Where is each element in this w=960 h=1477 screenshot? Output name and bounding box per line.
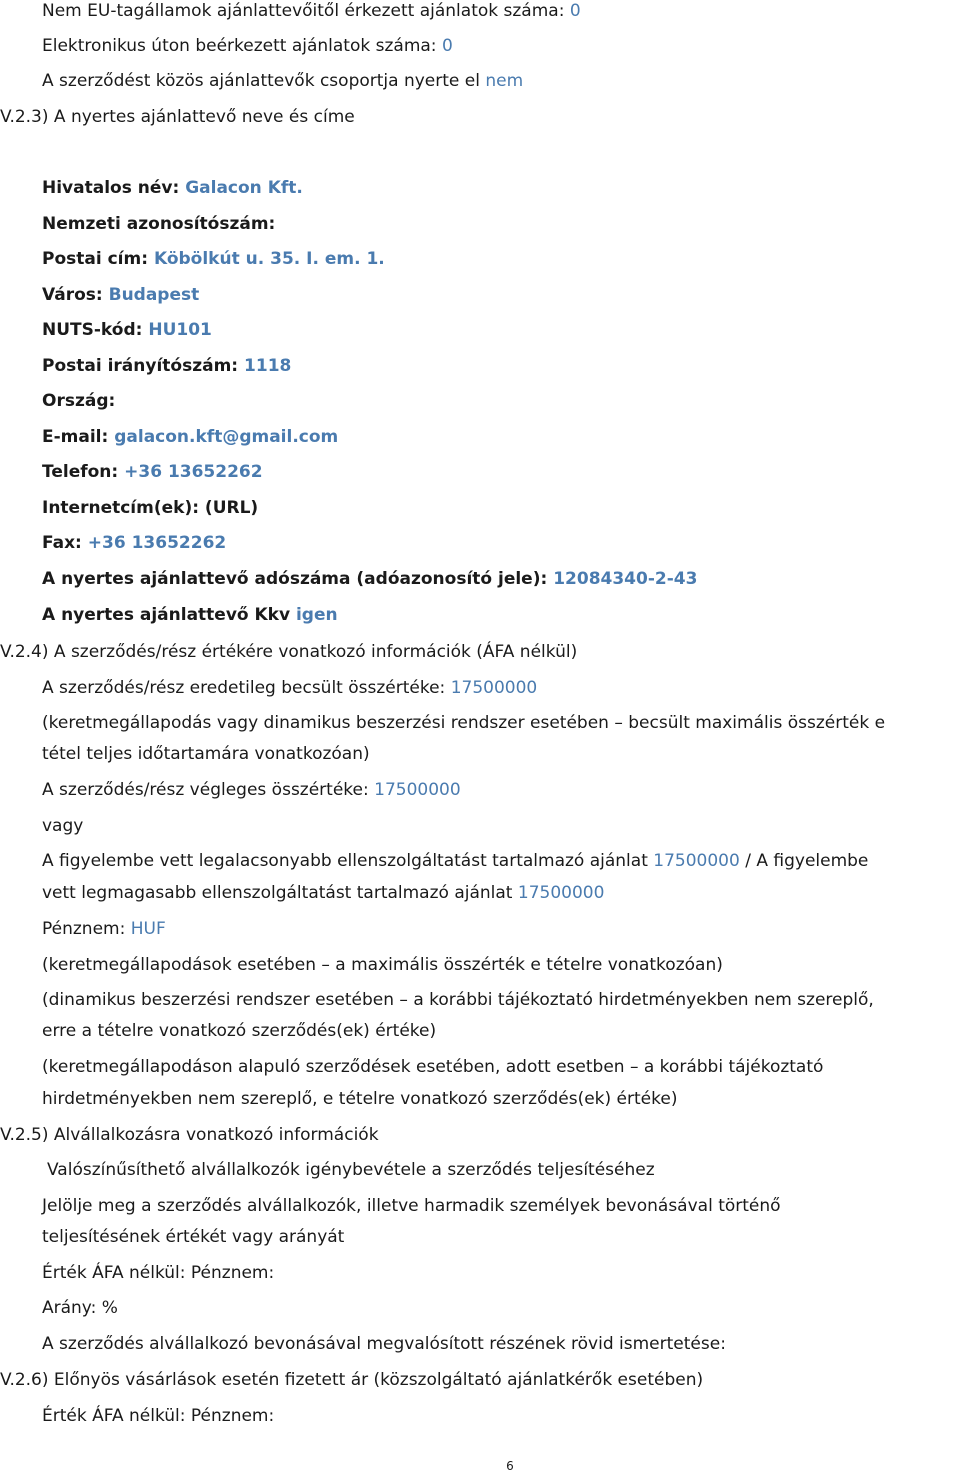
- non-eu-offers-value: 0: [569, 1, 581, 21]
- official-name-value: Galacon Kft.: [185, 178, 303, 198]
- section-v26-heading: V.2.6) Előnyös vásárlások esetén fizetett ár (közszolgáltató ajánlatkérők esetében): [0, 1370, 704, 1390]
- fax-value: +36 13652262: [87, 533, 227, 553]
- phone-line: Telefon: +36 13652262: [42, 462, 263, 482]
- postal-address-line: Postai cím: Köbölkút u. 35. I. em. 1.: [42, 249, 385, 269]
- final-value: 17500000: [374, 780, 461, 800]
- city-line: Város: Budapest: [42, 285, 200, 305]
- phone-value: +36 13652262: [124, 462, 263, 482]
- section-v24-heading: V.2.4) A szerződés/rész értékére vonatkozó információk (ÁFA nélkül): [0, 642, 578, 662]
- page-number: 6: [506, 1459, 514, 1473]
- nuts-value: HU101: [148, 320, 212, 340]
- tax-number-line: A nyertes ajánlattevő adószáma (adóazonosító jele): 12084340-2-43: [42, 569, 698, 589]
- dps-note-line-2: erre a tételre vonatkozó szerződés(ek) értéke): [42, 1021, 437, 1041]
- indicate-line-1: Jelölje meg a szerződés alvállalkozók, illetve harmadik személyek bevonásával történő: [42, 1196, 781, 1216]
- non-eu-offers-line: Nem EU-tagállamok ajánlattevőitől érkezett ajánlatok száma: 0: [42, 1, 581, 21]
- electronic-offers-value: 0: [441, 36, 453, 56]
- electronic-offers-line: Elektronikus úton beérkezett ajánlatok száma: 0: [42, 36, 453, 56]
- subcontract-value-line: Érték ÁFA nélkül: Pénznem:: [42, 1263, 275, 1283]
- currency-value: HUF: [130, 919, 166, 939]
- sme-line: A nyertes ajánlattevő Kkv igen: [42, 605, 338, 625]
- indicate-line-2: teljesítésének értékét vagy arányát: [42, 1227, 345, 1247]
- zip-line: Postai irányítószám: 1118: [42, 356, 292, 376]
- framework-max-note: (keretmegállapodások esetében – a maximális összérték e tételre vonatkozóan): [42, 955, 723, 975]
- dps-note-line-1: (dinamikus beszerzési rendszer esetében – a korábbi tájékoztató hirdetményekben nem szereplő,: [42, 990, 874, 1010]
- based-note-line-1: (keretmegállapodáson alapuló szerződések esetében, adott esetben – a korábbi tájékoztató: [42, 1057, 824, 1077]
- nuts-line: NUTS-kód: HU101: [42, 320, 212, 340]
- or-line: vagy: [42, 816, 84, 836]
- official-name-line: Hivatalos név: Galacon Kft.: [42, 178, 303, 198]
- email-line: E-mail: galacon.kft@gmail.com: [42, 427, 339, 447]
- framework-note-line-2: tétel teljes időtartamára vonatkozóan): [42, 744, 370, 764]
- advantageous-value-line: Érték ÁFA nélkül: Pénznem:: [42, 1406, 275, 1426]
- ratio-line: Arány: %: [42, 1298, 118, 1318]
- lowest-offer-line: A figyelembe vett legalacsonyabb ellenszolgáltatást tartalmazó ajánlat 17500000 / A figyelembe: [42, 851, 869, 871]
- final-value-line: A szerződés/rész végleges összértéke: 17500000: [42, 780, 461, 800]
- framework-note-line-1: (keretmegállapodás vagy dinamikus beszerzési rendszer esetében – becsült maximális összérték e: [42, 713, 886, 733]
- currency-line: Pénznem: HUF: [42, 919, 166, 939]
- highest-offer-value: 17500000: [517, 883, 605, 903]
- estimated-value-line: A szerződés/rész eredetileg becsült összértéke: 17500000: [42, 678, 538, 698]
- section-v23-heading: V.2.3) A nyertes ajánlattevő neve és címe: [0, 107, 355, 127]
- url-line: Internetcím(ek): (URL): [42, 498, 259, 518]
- email-value[interactable]: galacon.kft@gmail.com: [114, 427, 339, 447]
- group-won-value: nem: [485, 71, 524, 91]
- group-won-line: A szerződést közös ajánlattevők csoportja nyerte el nem: [42, 71, 524, 91]
- lowest-offer-value: 17500000: [653, 851, 740, 871]
- likely-subcontracting-line: Valószínűsíthető alvállalkozók igénybevétele a szerződés teljesítéséhez: [47, 1160, 655, 1180]
- based-note-line-2: hirdetményekben nem szereplő, e tételre vonatkozó szerződés(ek) értéke): [42, 1089, 678, 1109]
- tax-number-value: 12084340-2-43: [553, 569, 698, 589]
- fax-line: Fax: +36 13652262: [42, 533, 227, 553]
- city-value: Budapest: [108, 285, 200, 305]
- estimated-value: 17500000: [450, 678, 538, 698]
- postal-address-value: Köbölkút u. 35. I. em. 1.: [153, 249, 385, 269]
- section-v25-heading: V.2.5) Alvállalkozásra vonatkozó információk: [0, 1125, 379, 1145]
- country-line: Ország:: [42, 391, 116, 411]
- national-id-line: Nemzeti azonosítószám:: [42, 214, 276, 234]
- subcontract-description-line: A szerződés alvállalkozó bevonásával megvalósított részének rövid ismertetése:: [42, 1334, 726, 1354]
- highest-offer-line: vett legmagasabb ellenszolgáltatást tartalmazó ajánlat 17500000: [42, 883, 605, 903]
- zip-value: 1118: [244, 356, 292, 376]
- sme-value: igen: [295, 605, 338, 625]
